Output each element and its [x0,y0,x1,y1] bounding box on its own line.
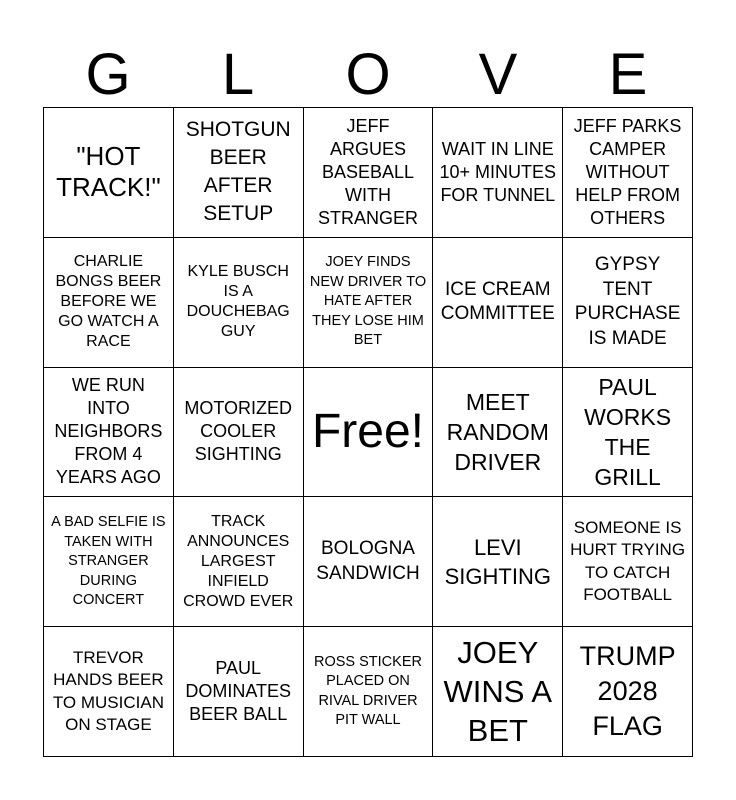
bingo-cell[interactable] [304,108,434,238]
bingo-cell[interactable] [563,238,693,368]
bingo-cell[interactable] [174,368,304,498]
cell-text: KYLE BUSCH IS A DOUCHEBAG GUY [186,263,290,341]
bingo-cell[interactable] [304,497,434,627]
cell-text: SOMEONE IS HURT TRYING TO CATCH FOOTBALL [570,517,686,605]
free-space[interactable] [304,368,434,498]
cell-text: A BAD SELFIE IS TAKEN WITH STRANGER DURING CONCERT [51,514,166,609]
bingo-cell[interactable] [304,238,434,368]
free-space-text: Free! [311,404,424,458]
bingo-cell[interactable] [44,368,174,498]
bingo-cell[interactable] [433,238,563,368]
bingo-cell[interactable] [433,497,563,627]
bingo-cell[interactable] [174,497,304,627]
bingo-cell[interactable] [563,108,693,238]
cell-text: MEET RANDOM DRIVER [446,388,549,475]
bingo-cell[interactable] [304,627,434,757]
header-letter-o: O [345,42,391,107]
cell-text: TRUMP 2028 FLAG [579,641,676,742]
bingo-header [43,42,693,108]
bingo-cell[interactable] [433,108,563,238]
bingo-cell[interactable] [44,108,174,238]
bingo-board [43,107,693,757]
cell-text: PAUL DOMINATES BEER BALL [185,658,292,725]
header-letter-l: L [221,42,255,107]
cell-text: WE RUN INTO NEIGHBORS FROM 4 YEARS AGO [54,375,163,488]
cell-text: LEVI SIGHTING [444,534,551,589]
cell-text: JOEY FINDS NEW DRIVER TO HATE AFTER THEY LOSE HIM BET [309,254,427,349]
cell-text: SHOTGUN BEER AFTER SETUP [185,118,291,226]
bingo-cell[interactable] [44,238,174,368]
bingo-cell[interactable] [433,627,563,757]
header-letter-v: V [478,42,518,107]
cell-text: JEFF PARKS CAMPER WITHOUT HELP FROM OTHERS [573,115,682,228]
cell-text: ROSS STICKER PLACED ON RIVAL DRIVER PIT WALL [314,653,422,729]
header-letter-e: E [608,42,648,107]
cell-text: JOEY WINS A BET [443,635,553,749]
cell-text: ICE CREAM COMMITTEE [440,278,555,325]
bingo-cell[interactable] [563,627,693,757]
cell-text: "HOT TRACK!" [56,141,161,203]
cell-text: GYPSY TENT PURCHASE IS MADE [574,254,681,349]
cell-text: TRACK ANNOUNCES LARGEST INFIELD CROWD EVER [183,512,294,610]
cell-text: TREVOR HANDS BEER TO MUSICIAN ON STAGE [52,647,164,735]
cell-text: CHARLIE BONGS BEER BEFORE WE GO WATCH A RACE [55,253,162,351]
cell-text: JEFF ARGUES BASEBALL WITH STRANGER [317,115,418,228]
bingo-cell[interactable] [44,497,174,627]
bingo-cell[interactable] [563,368,693,498]
bingo-cell[interactable] [174,627,304,757]
cell-text: BOLOGNA SANDWICH [316,538,420,584]
bingo-cell[interactable] [44,627,174,757]
bingo-cell[interactable] [174,238,304,368]
cell-text: MOTORIZED COOLER SIGHTING [184,398,293,465]
cell-text: PAUL WORKS THE GRILL [584,373,672,490]
header-letter-g: G [85,42,131,107]
bingo-cell[interactable] [174,108,304,238]
bingo-cell[interactable] [433,368,563,498]
cell-text: WAIT IN LINE 10+ MINUTES FOR TUNNEL [439,138,557,205]
bingo-cell[interactable] [563,497,693,627]
